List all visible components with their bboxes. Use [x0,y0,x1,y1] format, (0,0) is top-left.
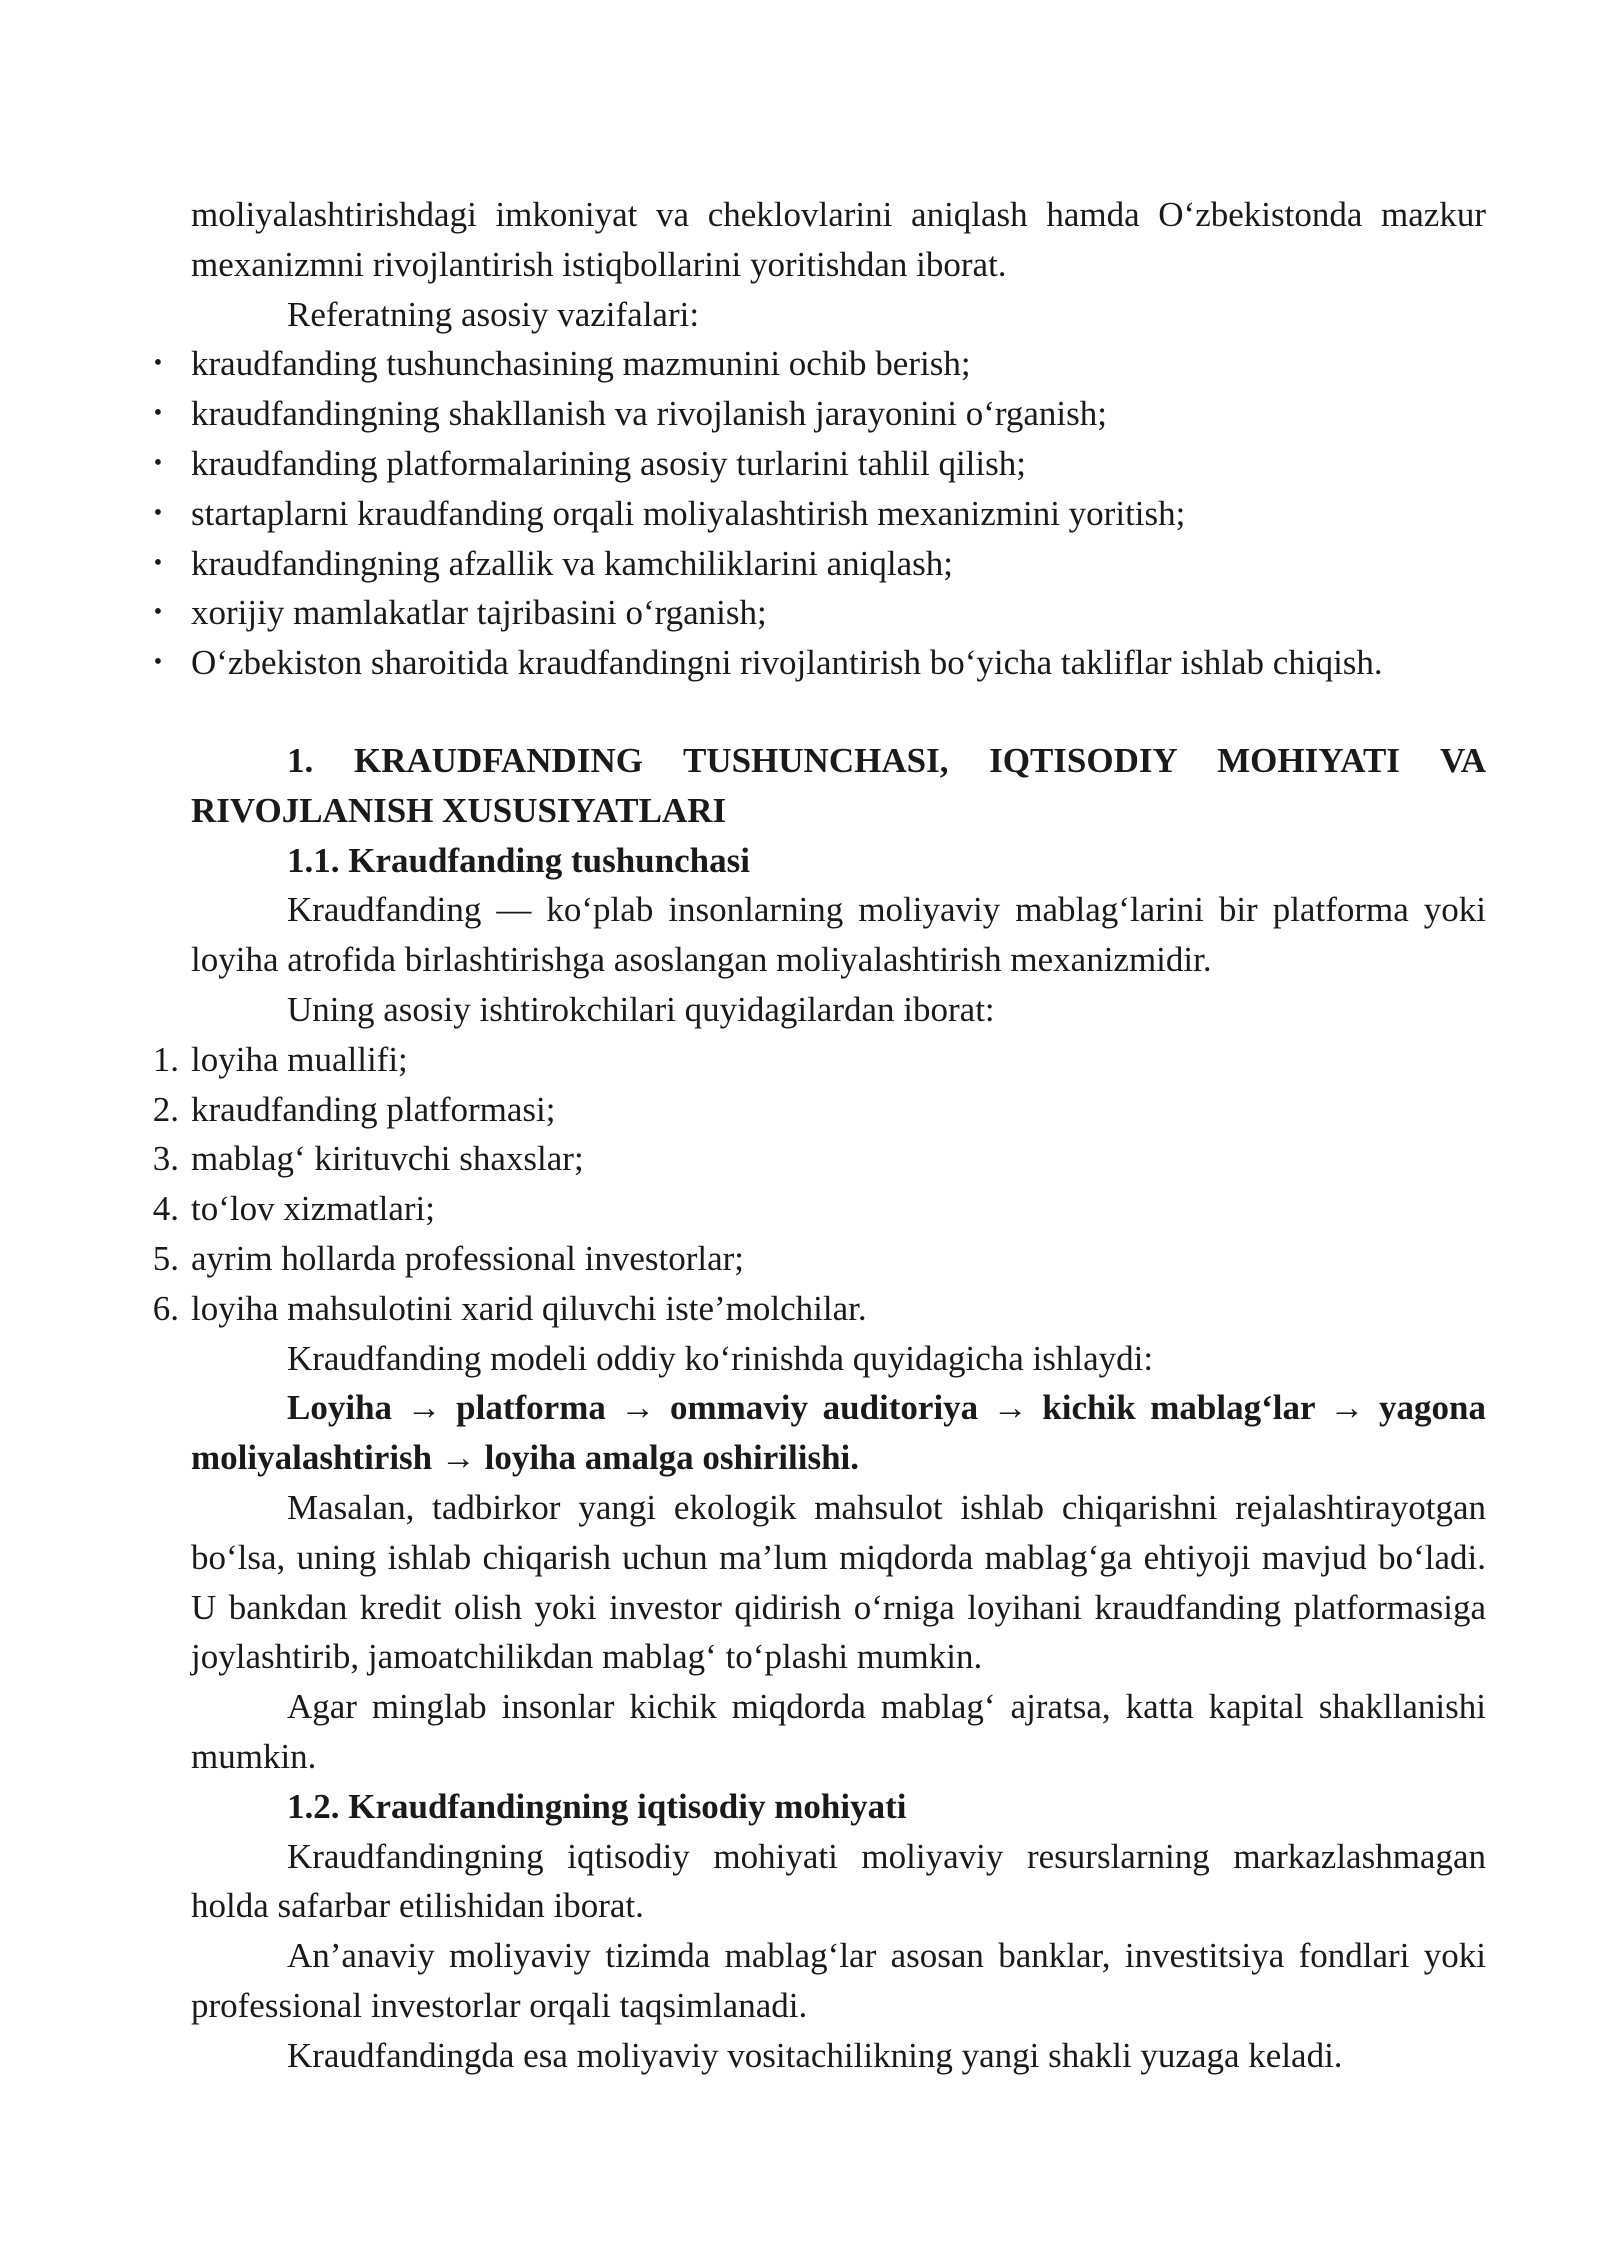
list-item [153,539,1486,589]
conclusion-paragraph: Agar minglab insonlar kichik miqdorda mablag‘ ajratsa, katta kapital shakllanishi mumkin. [191,1687,1486,1776]
list-item [153,638,1486,688]
example-paragraph: Masalan, tadbirkor yangi ekologik mahsulot ishlab chiqarishni rejalashtirayotgan bo‘lsa, uning ishlab chiqarish uchun ma’lum miqdorda mablag‘ga ehtiyoji mavjud bo‘ladi. U bankdan kredit olish yoki investor qidirish o‘rniga loyihani kraudfanding platformasiga joylashtirib, jamoatchilikdan mablag‘ to‘plashi mumkin. [191,1487,1486,1677]
list-item-text: startaplarni kraudfanding orqali moliyalashtirish mexanizmini yoritish; [191,493,1186,533]
bullet-icon: • [153,549,163,576]
list-item [152,1184,1486,1234]
list-item [152,1085,1486,1135]
tasks-list [153,339,1486,688]
list-number: 2. [152,1089,179,1129]
list-number: 5. [152,1238,179,1278]
list-item-text: kraudfandingning afzallik va kamchiliklarini aniqlash; [191,543,953,583]
traditional-system-paragraph: An’anaviy moliyaviy tizimda mablag‘lar asosan banklar, investitsiya fondlari yoki professional investorlar orqali taqsimlanadi. [191,1936,1486,2025]
definition-paragraph: Kraudfanding — ko‘plab insonlarning moliyaviy mablag‘larini bir platforma yoki loyiha atrofida birlashtirishga asoslangan moliyalashtirish mexanizmidir. [191,890,1486,980]
tasks-lead: Referatning asosiy vazifalari: [287,294,700,334]
intro-paragraph-continuation: moliyalashtirishdagi imkoniyat va cheklovlarini aniqlash hamda O‘zbekistonda mazkur mexanizmni rivojlantirish istiqbollarini yoritishdan iborat. [191,195,1486,284]
model-lead: Kraudfanding modeli oddiy ko‘rinishda quyidagicha ishlaydi: [287,1338,1154,1378]
list-item [153,339,1486,389]
list-item-text: kraudfanding platformasi; [191,1089,556,1129]
list-number: 6. [152,1288,179,1328]
list-number: 4. [152,1189,179,1229]
list-item-text: loyiha mahsulotini xarid qiluvchi iste’molchilar. [191,1288,867,1328]
bullet-icon: • [153,350,163,377]
bullet-icon: • [153,649,163,676]
bullet-icon: • [153,400,163,427]
section-heading: 1. KRAUDFANDING TUSHUNCHASI, IQTISODIY MOHIYATI VA RIVOJLANISH XUSUSIYATLARI [191,740,1486,830]
list-item-text: ayrim hollarda professional investorlar; [191,1238,745,1278]
section-spacer [191,688,1486,736]
list-item-text: to‘lov xizmatlari; [191,1189,435,1229]
list-item [153,389,1486,439]
list-item-text: kraudfanding tushunchasining mazmunini ochib berish; [191,344,971,384]
list-item [153,489,1486,539]
intermediation-paragraph: Kraudfandingda esa moliyaviy vositachilikning yangi shakli yuzaga keladi. [287,2035,1343,2075]
participants-lead: Uning asosiy ishtirokchilari quyidagilardan iborat: [287,989,995,1029]
participants-list [152,1035,1486,1334]
bullet-icon: • [153,449,163,476]
list-item [153,439,1486,489]
essence-paragraph: Kraudfandingning iqtisodiy mohiyati moliyaviy resurslarning markazlashmagan holda safarbar etilishidan iborat. [191,1836,1486,1926]
list-item [153,588,1486,638]
model-flow: Loyiha → platforma → ommaviy auditoriya → kichik mablag‘lar → yagona moliyalashtirish → loyiha amalga oshirilishi. [191,1388,1486,1478]
subsection-title-1-2: 1.2. Kraudfandingning iqtisodiy mohiyati [287,1786,907,1826]
subsection-title-1-1: 1.1. Kraudfanding tushunchasi [287,840,750,880]
bullet-icon: • [153,599,163,626]
list-item-text: mablag‘ kirituvchi shaxslar; [191,1139,584,1179]
list-item-text: O‘zbekiston sharoitida kraudfandingni rivojlantirish bo‘yicha takliflar ishlab chiqish. [191,643,1383,683]
list-item-text: loyiha muallifi; [191,1039,408,1079]
list-item-text: kraudfandingning shakllanish va rivojlanish jarayonini o‘rganish; [191,394,1107,434]
list-item-text: xorijiy mamlakatlar tajribasini o‘rganish; [191,593,767,633]
document-page [152,190,1486,2080]
list-item-text: kraudfanding platformalarining asosiy turlarini tahlil qilish; [191,443,1026,483]
list-number: 1. [152,1039,179,1079]
bullet-icon: • [153,499,163,526]
list-item [152,1234,1486,1284]
list-number: 3. [152,1139,179,1179]
list-item [152,1134,1486,1184]
list-item [152,1284,1486,1334]
list-item [152,1035,1486,1085]
